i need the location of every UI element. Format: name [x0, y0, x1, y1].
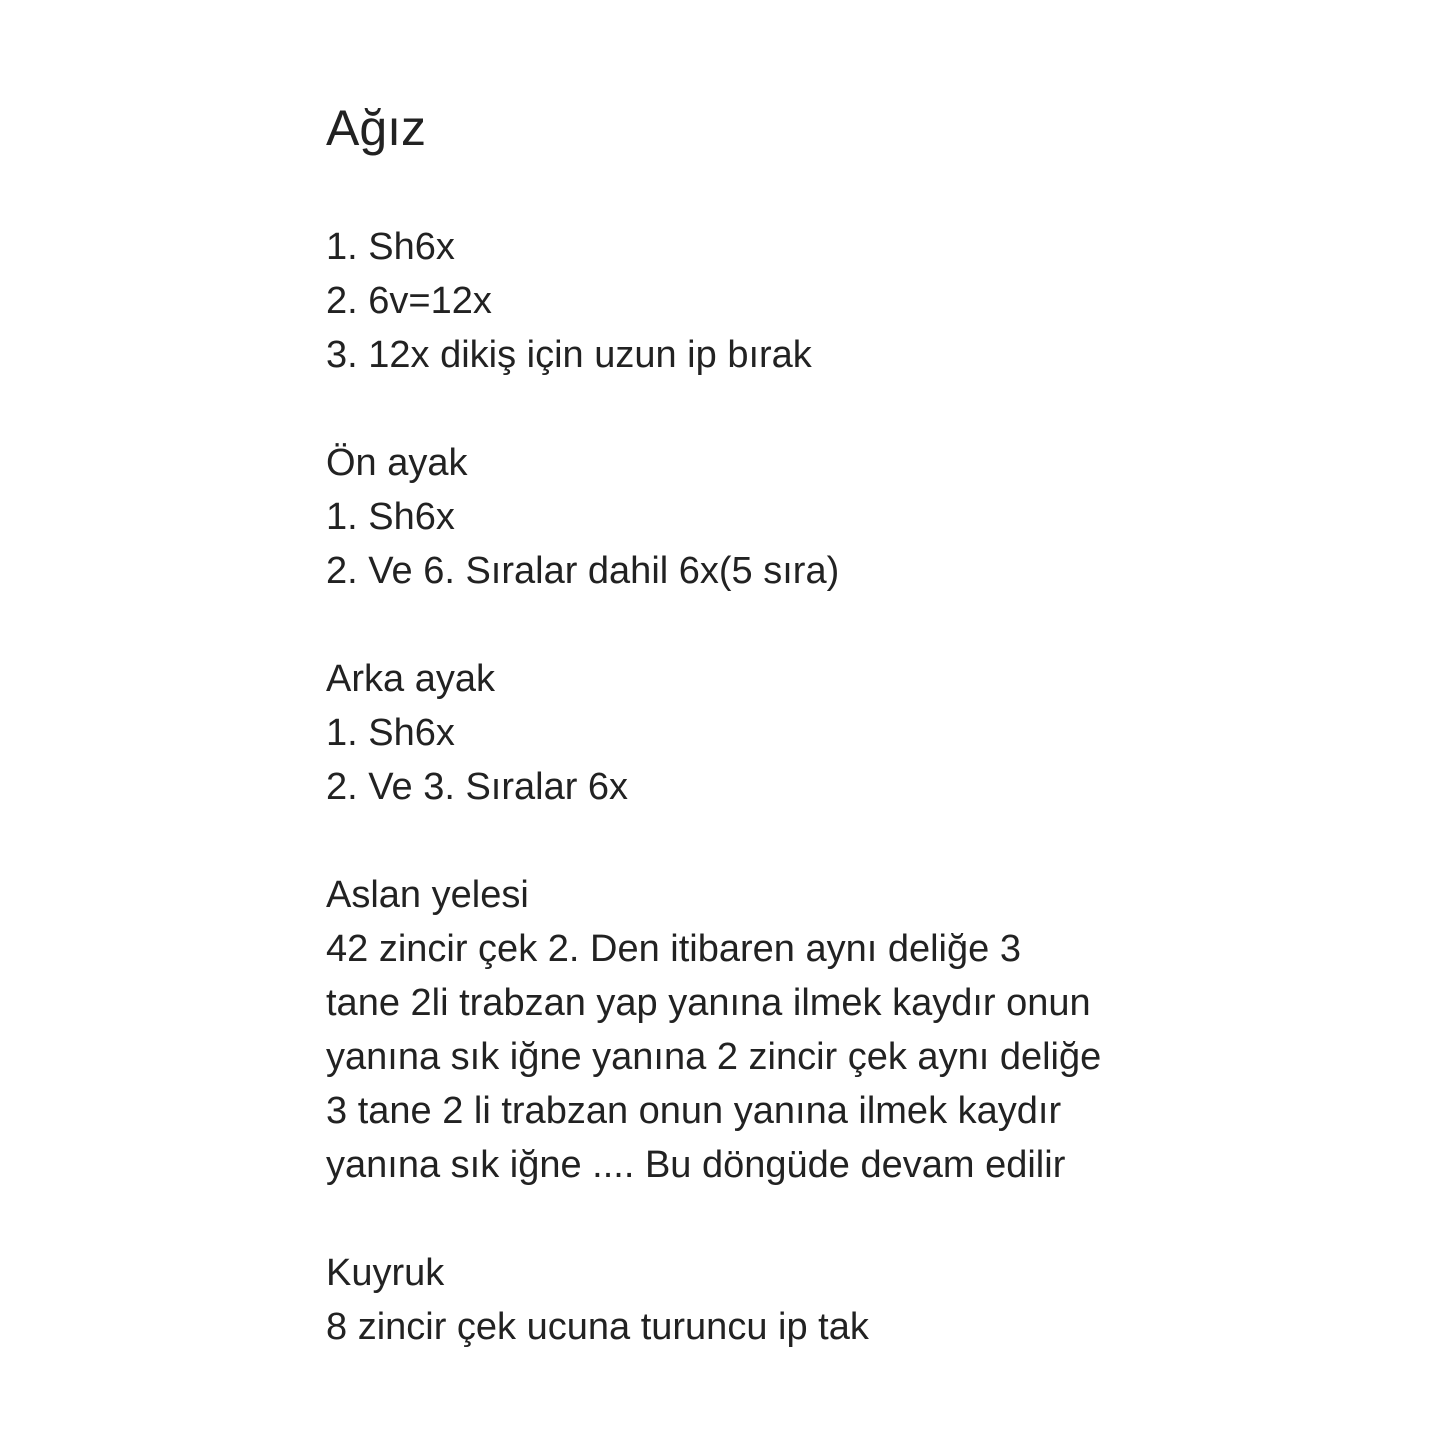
step-line: 2. Ve 6. Sıralar dahil 6x(5 sıra): [326, 550, 840, 592]
section-back-leg: [326, 652, 1226, 814]
section-heading: Ön ayak: [326, 442, 468, 484]
paragraph-line: yanına sık iğne .... Bu döngüde devam edilir: [326, 1144, 1066, 1186]
paragraph-line: yanına sık iğne yanına 2 zincir çek aynı deliğe: [326, 1036, 1102, 1078]
paragraph-line: 3 tane 2 li trabzan onun yanına ilmek kaydır: [326, 1090, 1062, 1132]
page-title: Ağız: [326, 100, 427, 156]
section-mouth-steps: [326, 220, 1226, 382]
step-line: 3. 12x dikiş için uzun ip bırak: [326, 334, 812, 376]
section-tail: [326, 1246, 1226, 1354]
section-heading: Aslan yelesi: [326, 874, 529, 916]
section-front-leg: [326, 436, 1226, 598]
step-line: 8 zincir çek ucuna turuncu ip tak: [326, 1306, 869, 1348]
step-line: 2. 6v=12x: [326, 280, 492, 322]
step-line: 1. Sh6x: [326, 496, 455, 538]
paragraph-line: 42 zincir çek 2. Den itibaren aynı deliğe 3: [326, 928, 1021, 970]
step-line: 2. Ve 3. Sıralar 6x: [326, 766, 629, 808]
section-heading: Kuyruk: [326, 1252, 445, 1294]
paragraph-line: tane 2li trabzan yap yanına ilmek kaydır onun: [326, 982, 1091, 1024]
section-heading: Arka ayak: [326, 658, 495, 700]
step-line: 1. Sh6x: [326, 226, 455, 268]
document-page: [326, 96, 1226, 1354]
step-line: 1. Sh6x: [326, 712, 455, 754]
section-lion-mane: [326, 868, 1226, 1192]
